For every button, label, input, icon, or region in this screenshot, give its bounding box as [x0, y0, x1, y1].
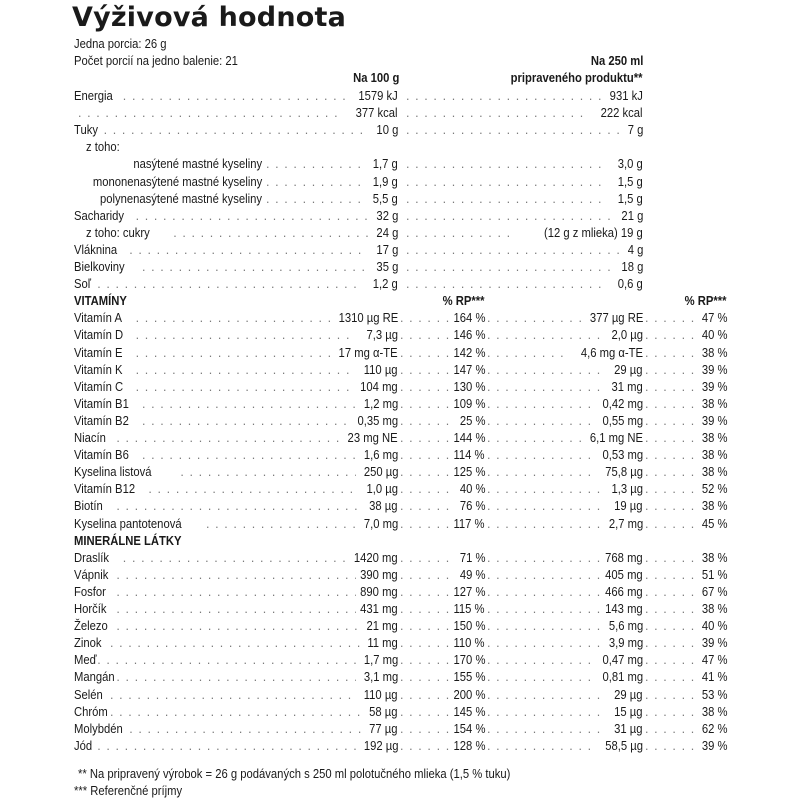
- nutrient-label: Vitamín E: [74, 345, 123, 360]
- dot-leader: [487, 362, 607, 379]
- nutrient-value-100g: 7,0 mg: [363, 516, 398, 531]
- nutrient-value-250ml: 29 µg: [614, 362, 643, 377]
- nutrient-value-100g: 1310 µg RE: [338, 311, 398, 326]
- nutrient-value-250ml: 29 µg: [614, 687, 643, 702]
- dot-leader: [645, 413, 697, 430]
- dot-leader: [400, 413, 455, 430]
- nutrient-label: Železo: [74, 619, 108, 634]
- rp-heading-100g: % RP***: [443, 294, 485, 309]
- nutrient-value-250ml: 15 µg: [614, 704, 643, 719]
- nutrient-label: Mangán: [74, 670, 115, 685]
- dot-leader: [110, 687, 356, 704]
- dot-leader: [487, 618, 601, 635]
- nutrient-value-250ml: 1,5 g: [617, 174, 643, 189]
- nutrient-value-100g: 23 mg NE: [347, 431, 398, 445]
- nutrient-value-250ml: 0,42 mg: [602, 396, 643, 411]
- dot-leader: [400, 345, 449, 362]
- dot-leader: [142, 447, 356, 464]
- nutrient-label: Vitamín D: [74, 328, 124, 343]
- nutrient-value-250ml: 2,7 mg: [608, 516, 643, 531]
- dot-leader: [266, 191, 362, 208]
- dot-leader: [400, 687, 449, 704]
- nutrient-label: Kyselina pantotenová: [74, 516, 182, 531]
- dot-leader: [645, 687, 697, 704]
- rp-value-100g: 109 %: [453, 396, 485, 411]
- dot-leader: [400, 464, 449, 481]
- dot-leader: [400, 721, 449, 738]
- nutrient-value-100g: 1,0 µg: [366, 482, 398, 497]
- serving-size: Jedna porcia: 26 g: [74, 37, 167, 51]
- dot-leader: [136, 327, 356, 344]
- nutrient-value-100g: 1,7 g: [372, 157, 398, 172]
- dot-leader: [266, 174, 362, 191]
- dot-leader: [487, 379, 607, 396]
- dot-leader: [123, 550, 349, 567]
- header-per-100g: Na 100 g: [352, 71, 399, 85]
- dot-leader: [97, 652, 355, 669]
- rp-value-250ml: 47 %: [701, 311, 727, 326]
- nutrient-label: z toho: cukry: [86, 225, 150, 240]
- nutrient-value-250ml: 31 µg: [614, 721, 643, 736]
- header-prepared-product: pripraveného produktu**: [511, 71, 643, 85]
- rp-value-100g: 117 %: [453, 516, 485, 531]
- rp-value-100g: 71 %: [459, 550, 485, 565]
- dot-leader: [406, 88, 601, 105]
- dot-leader: [129, 721, 362, 738]
- dot-leader: [487, 396, 594, 413]
- dot-leader: [400, 362, 449, 379]
- dot-leader: [400, 584, 449, 601]
- rp-value-100g: 130 %: [453, 379, 485, 394]
- dot-leader: [645, 704, 697, 721]
- nutrient-label: Energia: [74, 89, 113, 103]
- rp-value-250ml: 38 %: [701, 602, 727, 616]
- nutrient-value-250ml: 19 µg: [614, 499, 643, 514]
- dot-leader: [645, 601, 697, 618]
- dot-leader: [110, 635, 362, 652]
- dot-leader: [487, 584, 601, 601]
- dot-leader: [142, 259, 368, 276]
- nutrient-value-250ml: 931 kJ: [609, 89, 643, 103]
- nutrient-label: z toho:: [86, 140, 120, 155]
- rp-value-250ml: 38 %: [701, 345, 727, 360]
- rp-value-100g: 76 %: [459, 499, 485, 514]
- dot-leader: [400, 635, 449, 652]
- nutrient-value-100g: 1,6 mg: [363, 448, 398, 463]
- rp-value-250ml: 41 %: [701, 670, 727, 685]
- rp-value-250ml: 67 %: [701, 584, 727, 599]
- nutrient-value-100g: 3,1 mg: [363, 670, 398, 685]
- dot-leader: [645, 464, 697, 481]
- servings-per-pack: Počet porcií na jedno balenie: 21: [74, 54, 238, 68]
- rp-value-100g: 114 %: [453, 448, 485, 463]
- dot-leader: [406, 242, 620, 259]
- nutrient-value-100g: 431 mg: [360, 602, 398, 616]
- rp-value-100g: 115 %: [453, 602, 485, 616]
- rp-value-100g: 110 %: [453, 636, 485, 651]
- nutrient-value-250ml: 768 mg: [605, 550, 643, 565]
- dot-leader: [400, 738, 449, 755]
- nutrient-value-100g: 1,7 mg: [363, 653, 398, 668]
- dot-leader: [400, 567, 455, 584]
- rp-value-250ml: 45 %: [701, 516, 727, 531]
- nutrient-value-100g: 5,5 g: [372, 191, 398, 206]
- dot-leader: [645, 738, 697, 755]
- dot-leader: [645, 379, 697, 396]
- nutrient-label: Vláknina: [74, 242, 118, 257]
- rp-value-100g: 147 %: [453, 362, 485, 377]
- footnote-prepared: ** Na pripravený výrobok = 26 g podávaných s 250 ml polotučného mlieka (1,5 % tuku): [78, 767, 511, 781]
- dot-leader: [406, 105, 588, 122]
- dot-leader: [400, 396, 449, 413]
- rp-value-100g: 144 %: [453, 431, 485, 445]
- dot-leader: [645, 618, 697, 635]
- dot-leader: [645, 362, 697, 379]
- dot-leader: [487, 447, 594, 464]
- dot-leader: [136, 362, 356, 379]
- dot-leader: [400, 327, 449, 344]
- nutrient-label: Meď: [74, 653, 97, 668]
- rp-value-100g: 142 %: [453, 345, 485, 360]
- nutrient-label: Selén: [74, 687, 103, 702]
- dot-leader: [173, 225, 368, 242]
- rp-value-250ml: 39 %: [701, 362, 727, 377]
- nutrient-label: Vitamín A: [74, 311, 122, 326]
- nutrient-value-100g: 10 g: [376, 123, 398, 138]
- nutrient-value-250ml: 0,55 mg: [602, 413, 643, 428]
- nutrient-value-100g: 32 g: [376, 208, 398, 223]
- dot-leader: [487, 464, 594, 481]
- nutrient-label: Vitamín B6: [74, 448, 129, 463]
- dot-leader: [487, 413, 594, 430]
- nutrient-value-250ml: (12 g z mlieka) 19 g: [544, 225, 643, 240]
- nutrient-value-100g: 24 g: [376, 225, 398, 240]
- dot-leader: [487, 721, 607, 738]
- dot-leader: [136, 379, 356, 396]
- nutrient-value-250ml: 0,47 mg: [602, 653, 643, 668]
- nutrient-label: polynenasýtené mastné kyseliny: [100, 191, 262, 206]
- nutrient-value-100g: 110 µg: [364, 362, 398, 377]
- dot-leader: [400, 481, 455, 498]
- dot-leader: [645, 721, 697, 738]
- dot-leader: [266, 156, 362, 173]
- dot-leader: [406, 259, 613, 276]
- rp-value-100g: 125 %: [453, 465, 485, 480]
- nutrient-value-100g: 21 mg: [366, 619, 398, 634]
- nutrient-value-250ml: 75,8 µg: [605, 465, 643, 480]
- dot-leader: [645, 567, 697, 584]
- nutrient-value-100g: 890 mg: [360, 584, 398, 599]
- dot-leader: [142, 413, 349, 430]
- rp-heading-250ml: % RP***: [685, 294, 727, 309]
- nutrient-value-250ml: 143 mg: [605, 602, 643, 616]
- nutrient-value-100g: 0,35 mg: [357, 413, 398, 428]
- dot-leader: [400, 379, 449, 396]
- dot-leader: [400, 704, 449, 721]
- nutrient-value-100g: 17 mg α-TE: [338, 345, 398, 360]
- dot-leader: [400, 498, 455, 515]
- nutrient-value-250ml: 4 g: [627, 242, 643, 257]
- nutrient-label: Vitamín C: [74, 379, 124, 394]
- rp-value-100g: 155 %: [453, 670, 485, 685]
- rp-value-100g: 128 %: [453, 738, 485, 753]
- rp-value-250ml: 52 %: [701, 482, 727, 497]
- dot-leader: [406, 122, 620, 139]
- rp-value-100g: 146 %: [453, 328, 485, 343]
- dot-leader: [116, 669, 355, 686]
- dot-leader: [645, 430, 697, 447]
- nutrient-value-250ml: 18 g: [621, 260, 643, 274]
- dot-leader: [116, 618, 362, 635]
- dot-leader: [487, 704, 607, 721]
- nutrient-value-100g: 58 µg: [369, 704, 398, 719]
- rp-value-250ml: 39 %: [701, 636, 727, 651]
- rp-value-250ml: 38 %: [701, 704, 727, 719]
- rp-value-250ml: 38 %: [701, 550, 727, 565]
- nutrient-value-100g: 1420 mg: [354, 550, 398, 565]
- rp-value-100g: 127 %: [453, 584, 485, 599]
- nutrient-value-100g: 1,2 mg: [363, 396, 398, 411]
- dot-leader: [400, 669, 449, 686]
- dot-leader: [645, 447, 697, 464]
- dot-leader: [645, 516, 697, 533]
- dot-leader: [645, 345, 697, 362]
- dot-leader: [645, 498, 697, 515]
- vitamins-heading: VITAMÍNY: [74, 294, 127, 309]
- dot-leader: [116, 601, 355, 618]
- dot-leader: [406, 208, 613, 225]
- dot-leader: [645, 652, 697, 669]
- dot-leader: [400, 550, 455, 567]
- dot-leader: [206, 516, 356, 533]
- nutrient-value-250ml: 0,53 mg: [602, 448, 643, 463]
- nutrient-label: Jód: [74, 738, 93, 753]
- dot-leader: [400, 430, 449, 447]
- nutrient-label: Vitamín B1: [74, 396, 129, 411]
- nutrient-label: Biotín: [74, 499, 103, 514]
- dot-leader: [136, 310, 330, 327]
- rp-value-100g: 164 %: [453, 311, 485, 326]
- dot-leader: [97, 738, 355, 755]
- dot-leader: [645, 584, 697, 601]
- nutrient-label: Kyselina listová: [74, 465, 152, 480]
- dot-leader: [78, 105, 343, 122]
- dot-leader: [136, 208, 369, 225]
- rp-value-100g: 25 %: [459, 413, 485, 428]
- nutrient-value-250ml: 377 µg RE: [589, 311, 643, 326]
- footnote-reference-intake: *** Referenčné príjmy: [74, 784, 183, 798]
- rp-value-100g: 40 %: [459, 482, 485, 497]
- dot-leader: [129, 242, 368, 259]
- dot-leader: [645, 327, 697, 344]
- nutrient-label: nasýtené mastné kyseliny: [133, 157, 262, 172]
- nutrient-label: Sacharidy: [74, 208, 125, 223]
- nutrient-value-100g: 192 µg: [363, 738, 398, 753]
- dot-leader: [487, 601, 601, 618]
- nutrient-value-250ml: 21 g: [621, 208, 643, 223]
- rp-value-250ml: 62 %: [701, 721, 727, 736]
- nutrient-label: Vápnik: [74, 567, 109, 582]
- dot-leader: [645, 635, 697, 652]
- nutrient-label: Vitamín B2: [74, 413, 129, 428]
- dot-leader: [110, 704, 362, 721]
- dot-leader: [104, 122, 369, 139]
- nutrient-label: Tuky: [74, 123, 98, 138]
- dot-leader: [406, 191, 607, 208]
- nutrient-value-100g: 377 kcal: [356, 106, 398, 121]
- rp-value-100g: 154 %: [453, 721, 485, 736]
- dot-leader: [645, 550, 697, 567]
- rp-value-250ml: 40 %: [701, 328, 727, 343]
- dot-leader: [116, 430, 342, 447]
- nutrient-value-100g: 104 mg: [360, 379, 398, 394]
- page-title: Výživová hodnota: [72, 2, 347, 33]
- nutrient-value-250ml: 31 mg: [611, 379, 643, 394]
- dot-leader: [487, 687, 607, 704]
- dot-leader: [136, 345, 330, 362]
- rp-value-250ml: 38 %: [701, 396, 727, 411]
- rp-value-250ml: 38 %: [701, 431, 727, 445]
- dot-leader: [116, 567, 355, 584]
- rp-value-100g: 150 %: [453, 619, 485, 634]
- nutrient-value-250ml: 3,9 mg: [608, 636, 643, 651]
- nutrient-label: Zinok: [74, 636, 102, 651]
- nutrient-label: Niacín: [74, 431, 106, 445]
- rp-value-250ml: 51 %: [701, 567, 727, 582]
- dot-leader: [645, 396, 697, 413]
- dot-leader: [645, 669, 697, 686]
- nutrient-value-100g: 1,9 g: [372, 174, 398, 189]
- dot-leader: [487, 498, 607, 515]
- nutrient-value-250ml: 0,81 mg: [602, 670, 643, 685]
- nutrient-value-250ml: 466 mg: [605, 584, 643, 599]
- rp-value-250ml: 38 %: [701, 465, 727, 480]
- dot-leader: [487, 550, 601, 567]
- minerals-heading: MINERÁLNE LÁTKY: [74, 533, 182, 548]
- dot-leader: [487, 430, 581, 447]
- nutrient-value-250ml: 3,0 g: [617, 157, 643, 172]
- nutrient-label: Fosfor: [74, 584, 106, 599]
- nutrient-value-100g: 250 µg: [363, 465, 398, 480]
- nutrient-value-100g: 7,3 µg: [366, 328, 398, 343]
- rp-value-250ml: 38 %: [701, 499, 727, 514]
- nutrient-label: Bielkoviny: [74, 260, 125, 274]
- nutrient-value-100g: 11 mg: [367, 636, 398, 651]
- rp-value-100g: 145 %: [453, 704, 485, 719]
- dot-leader: [400, 516, 449, 533]
- rp-value-250ml: 53 %: [701, 687, 727, 702]
- dot-leader: [406, 156, 607, 173]
- dot-leader: [406, 276, 607, 293]
- nutrient-label: Molybdén: [74, 721, 123, 736]
- nutrient-value-250ml: 5,6 mg: [608, 619, 643, 634]
- dot-leader: [487, 481, 601, 498]
- dot-leader: [180, 464, 355, 481]
- dot-leader: [487, 327, 601, 344]
- rp-value-100g: 49 %: [459, 567, 485, 582]
- nutrient-label: Vitamín B12: [74, 482, 136, 497]
- nutrient-value-250ml: 4,6 mg α-TE: [580, 345, 643, 360]
- nutrient-value-250ml: 405 mg: [605, 567, 643, 582]
- nutrient-value-250ml: 7 g: [627, 123, 643, 138]
- dot-leader: [400, 618, 449, 635]
- dot-leader: [645, 481, 697, 498]
- nutrient-value-250ml: 0,6 g: [617, 277, 643, 292]
- nutrient-value-100g: 35 g: [376, 260, 398, 274]
- nutrient-value-100g: 110 µg: [364, 687, 398, 702]
- nutrient-label: Horčík: [74, 602, 107, 616]
- nutrient-value-250ml: 1,5 g: [617, 191, 643, 206]
- dot-leader: [400, 601, 449, 618]
- nutrient-label: mononenasýtené mastné kyseliny: [92, 174, 262, 189]
- dot-leader: [400, 652, 449, 669]
- rp-value-250ml: 39 %: [701, 413, 727, 428]
- rp-value-250ml: 47 %: [701, 653, 727, 668]
- nutrient-value-250ml: 222 kcal: [601, 106, 643, 121]
- dot-leader: [400, 447, 449, 464]
- nutrient-label: Chróm: [74, 704, 108, 719]
- nutrient-label: Draslík: [74, 550, 110, 565]
- dot-leader: [116, 584, 355, 601]
- dot-leader: [487, 738, 594, 755]
- nutrient-value-100g: 1,2 g: [372, 277, 398, 292]
- dot-leader: [487, 635, 601, 652]
- nutrient-value-100g: 17 g: [376, 242, 398, 257]
- rp-value-250ml: 38 %: [701, 448, 727, 463]
- nutrient-label: Soľ: [74, 277, 92, 292]
- dot-leader: [487, 567, 601, 584]
- dot-leader: [487, 669, 594, 686]
- dot-leader: [406, 225, 511, 242]
- header-per-250ml: Na 250 ml: [590, 54, 643, 68]
- nutrient-value-250ml: 2,0 µg: [611, 328, 643, 343]
- dot-leader: [487, 310, 581, 327]
- nutrient-value-250ml: 1,3 µg: [611, 482, 643, 497]
- nutrient-value-250ml: 6,1 mg NE: [589, 431, 643, 445]
- dot-leader: [148, 481, 355, 498]
- dot-leader: [116, 498, 362, 515]
- dot-leader: [400, 310, 449, 327]
- nutrient-value-100g: 38 µg: [369, 499, 398, 514]
- nutrient-value-100g: 390 mg: [360, 567, 398, 582]
- dot-leader: [487, 652, 594, 669]
- nutrient-value-100g: 77 µg: [369, 721, 398, 736]
- dot-leader: [645, 310, 697, 327]
- dot-leader: [97, 276, 362, 293]
- rp-value-250ml: 39 %: [701, 738, 727, 753]
- dot-leader: [406, 174, 607, 191]
- nutrient-label: Vitamín K: [74, 362, 123, 377]
- dot-leader: [142, 396, 356, 413]
- rp-value-250ml: 39 %: [701, 379, 727, 394]
- dot-leader: [487, 516, 601, 533]
- dot-leader: [487, 345, 569, 362]
- dot-leader: [123, 88, 349, 105]
- rp-value-250ml: 40 %: [701, 619, 727, 634]
- nutrient-value-250ml: 58,5 µg: [605, 738, 643, 753]
- rp-value-100g: 200 %: [453, 687, 485, 702]
- rp-value-100g: 170 %: [453, 653, 485, 668]
- nutrient-value-100g: 1579 kJ: [358, 89, 398, 103]
